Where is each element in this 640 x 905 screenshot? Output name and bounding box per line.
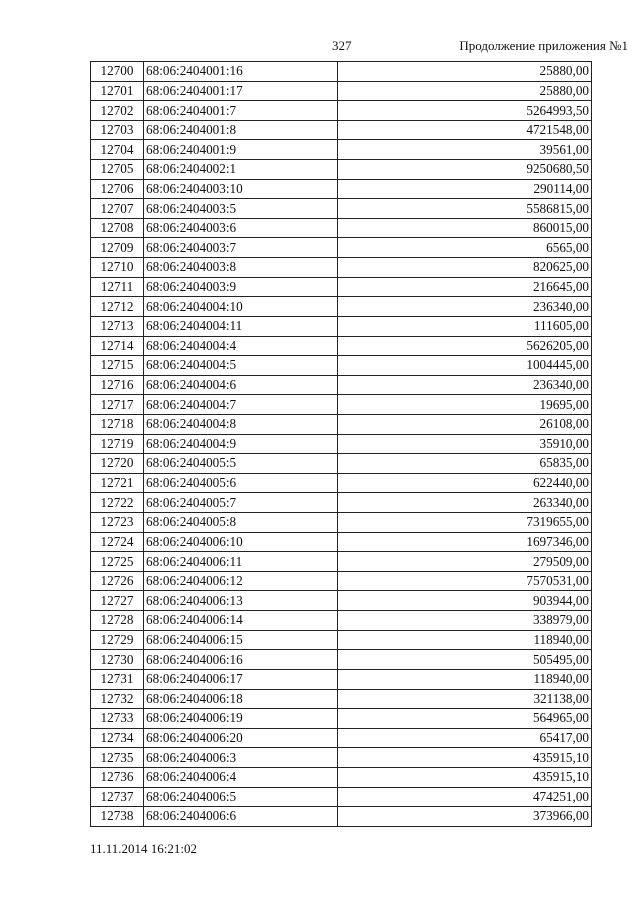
table-row <box>91 493 592 513</box>
row-number-cell: 12725 <box>91 552 144 572</box>
cadastral-number-cell: 68:06:2404003:10 <box>144 179 338 199</box>
cadastral-value-cell: 118940,00 <box>338 669 592 689</box>
cadastral-number-cell: 68:06:2404004:9 <box>144 434 338 454</box>
cadastral-number-cell: 68:06:2404005:5 <box>144 454 338 474</box>
cadastral-number-cell: 68:06:2404004:6 <box>144 375 338 395</box>
cadastral-value-cell: 435915,10 <box>338 748 592 768</box>
table-row <box>91 748 592 768</box>
page-number: 327 <box>332 38 352 53</box>
row-number-cell: 12736 <box>91 767 144 787</box>
row-number-cell: 12737 <box>91 787 144 807</box>
cadastral-number-cell: 68:06:2404002:1 <box>144 160 338 180</box>
cadastral-value-cell: 1004445,00 <box>338 356 592 376</box>
cadastral-number-cell: 68:06:2404006:17 <box>144 669 338 689</box>
cadastral-number-cell: 68:06:2404001:17 <box>144 81 338 101</box>
cadastral-number-cell: 68:06:2404006:16 <box>144 650 338 670</box>
table-row <box>91 807 592 827</box>
table-row <box>91 630 592 650</box>
cadastral-value-cell: 5264993,50 <box>338 101 592 121</box>
row-number-cell: 12710 <box>91 258 144 278</box>
cadastral-value-cell: 216645,00 <box>338 277 592 297</box>
row-number-cell: 12733 <box>91 709 144 729</box>
table-row <box>91 709 592 729</box>
table-row <box>91 258 592 278</box>
row-number-cell: 12709 <box>91 238 144 258</box>
cadastral-value-table <box>90 61 592 827</box>
cadastral-value-cell: 39561,00 <box>338 140 592 160</box>
cadastral-value-cell: 236340,00 <box>338 297 592 317</box>
row-number-cell: 12731 <box>91 669 144 689</box>
table-row <box>91 356 592 376</box>
table-row <box>91 454 592 474</box>
row-number-cell: 12713 <box>91 316 144 336</box>
row-number-cell: 12723 <box>91 513 144 533</box>
cadastral-number-cell: 68:06:2404001:16 <box>144 62 338 82</box>
cadastral-value-cell: 65417,00 <box>338 728 592 748</box>
cadastral-number-cell: 68:06:2404003:8 <box>144 258 338 278</box>
row-number-cell: 12715 <box>91 356 144 376</box>
row-number-cell: 12711 <box>91 277 144 297</box>
row-number-cell: 12730 <box>91 650 144 670</box>
table-row <box>91 414 592 434</box>
cadastral-number-cell: 68:06:2404006:5 <box>144 787 338 807</box>
table-row <box>91 473 592 493</box>
cadastral-value-cell: 236340,00 <box>338 375 592 395</box>
cadastral-value-cell: 321138,00 <box>338 689 592 709</box>
cadastral-number-cell: 68:06:2404005:7 <box>144 493 338 513</box>
row-number-cell: 12704 <box>91 140 144 160</box>
table-row <box>91 297 592 317</box>
row-number-cell: 12722 <box>91 493 144 513</box>
table-row <box>91 336 592 356</box>
row-number-cell: 12738 <box>91 807 144 827</box>
cadastral-number-cell: 68:06:2404005:6 <box>144 473 338 493</box>
cadastral-number-cell: 68:06:2404006:4 <box>144 767 338 787</box>
cadastral-value-cell: 7319655,00 <box>338 513 592 533</box>
cadastral-number-cell: 68:06:2404006:19 <box>144 709 338 729</box>
cadastral-value-cell: 26108,00 <box>338 414 592 434</box>
row-number-cell: 12716 <box>91 375 144 395</box>
cadastral-number-cell: 68:06:2404004:5 <box>144 356 338 376</box>
table-row <box>91 611 592 631</box>
table-row <box>91 140 592 160</box>
cadastral-value-cell: 263340,00 <box>338 493 592 513</box>
row-number-cell: 12700 <box>91 62 144 82</box>
table-row <box>91 787 592 807</box>
cadastral-value-cell: 1697346,00 <box>338 532 592 552</box>
table-row <box>91 199 592 219</box>
cadastral-number-cell: 68:06:2404006:10 <box>144 532 338 552</box>
row-number-cell: 12717 <box>91 395 144 415</box>
table-row <box>91 532 592 552</box>
table-row <box>91 101 592 121</box>
row-number-cell: 12734 <box>91 728 144 748</box>
cadastral-number-cell: 68:06:2404004:8 <box>144 414 338 434</box>
cadastral-value-cell: 622440,00 <box>338 473 592 493</box>
table-row <box>91 434 592 454</box>
cadastral-value-cell: 5626205,00 <box>338 336 592 356</box>
cadastral-value-cell: 279509,00 <box>338 552 592 572</box>
table-row <box>91 571 592 591</box>
cadastral-value-cell: 373966,00 <box>338 807 592 827</box>
table-row <box>91 375 592 395</box>
row-number-cell: 12724 <box>91 532 144 552</box>
row-number-cell: 12720 <box>91 454 144 474</box>
cadastral-value-cell: 25880,00 <box>338 62 592 82</box>
table-row <box>91 689 592 709</box>
cadastral-number-cell: 68:06:2404003:9 <box>144 277 338 297</box>
cadastral-number-cell: 68:06:2404003:6 <box>144 218 338 238</box>
footer-timestamp: 11.11.2014 16:21:02 <box>90 841 198 856</box>
row-number-cell: 12729 <box>91 630 144 650</box>
cadastral-value-cell: 820625,00 <box>338 258 592 278</box>
table-row <box>91 62 592 82</box>
row-number-cell: 12714 <box>91 336 144 356</box>
cadastral-number-cell: 68:06:2404006:18 <box>144 689 338 709</box>
cadastral-number-cell: 68:06:2404006:11 <box>144 552 338 572</box>
table-row <box>91 552 592 572</box>
cadastral-value-cell: 564965,00 <box>338 709 592 729</box>
cadastral-number-cell: 68:06:2404004:10 <box>144 297 338 317</box>
cadastral-number-cell: 68:06:2404004:11 <box>144 316 338 336</box>
row-number-cell: 12708 <box>91 218 144 238</box>
cadastral-value-cell: 860015,00 <box>338 218 592 238</box>
cadastral-value-cell: 7570531,00 <box>338 571 592 591</box>
cadastral-value-cell: 5586815,00 <box>338 199 592 219</box>
cadastral-value-cell: 474251,00 <box>338 787 592 807</box>
cadastral-number-cell: 68:06:2404001:8 <box>144 120 338 140</box>
row-number-cell: 12712 <box>91 297 144 317</box>
table-row <box>91 120 592 140</box>
table-row <box>91 591 592 611</box>
table-row <box>91 513 592 533</box>
cadastral-number-cell: 68:06:2404006:20 <box>144 728 338 748</box>
cadastral-number-cell: 68:06:2404006:14 <box>144 611 338 631</box>
table-row <box>91 179 592 199</box>
cadastral-number-cell: 68:06:2404001:7 <box>144 101 338 121</box>
row-number-cell: 12706 <box>91 179 144 199</box>
row-number-cell: 12721 <box>91 473 144 493</box>
cadastral-value-cell: 338979,00 <box>338 611 592 631</box>
row-number-cell: 12701 <box>91 81 144 101</box>
cadastral-value-cell: 111605,00 <box>338 316 592 336</box>
cadastral-number-cell: 68:06:2404003:7 <box>144 238 338 258</box>
table-row <box>91 669 592 689</box>
cadastral-value-cell: 9250680,50 <box>338 160 592 180</box>
row-number-cell: 12728 <box>91 611 144 631</box>
cadastral-number-cell: 68:06:2404004:4 <box>144 336 338 356</box>
table-row <box>91 81 592 101</box>
row-number-cell: 12732 <box>91 689 144 709</box>
row-number-cell: 12726 <box>91 571 144 591</box>
table-row <box>91 728 592 748</box>
page-caption: Продолжение приложения №1 <box>459 38 628 53</box>
row-number-cell: 12705 <box>91 160 144 180</box>
cadastral-value-cell: 4721548,00 <box>338 120 592 140</box>
row-number-cell: 12727 <box>91 591 144 611</box>
row-number-cell: 12719 <box>91 434 144 454</box>
table-row <box>91 767 592 787</box>
cadastral-number-cell: 68:06:2404006:15 <box>144 630 338 650</box>
table-row <box>91 218 592 238</box>
row-number-cell: 12735 <box>91 748 144 768</box>
cadastral-number-cell: 68:06:2404006:3 <box>144 748 338 768</box>
table-row <box>91 316 592 336</box>
cadastral-value-cell: 903944,00 <box>338 591 592 611</box>
table-body <box>91 62 592 827</box>
cadastral-value-cell: 505495,00 <box>338 650 592 670</box>
row-number-cell: 12707 <box>91 199 144 219</box>
cadastral-number-cell: 68:06:2404005:8 <box>144 513 338 533</box>
cadastral-value-cell: 435915,10 <box>338 767 592 787</box>
table-row <box>91 650 592 670</box>
cadastral-number-cell: 68:06:2404001:9 <box>144 140 338 160</box>
cadastral-number-cell: 68:06:2404004:7 <box>144 395 338 415</box>
cadastral-value-cell: 290114,00 <box>338 179 592 199</box>
cadastral-number-cell: 68:06:2404006:6 <box>144 807 338 827</box>
row-number-cell: 12702 <box>91 101 144 121</box>
cadastral-value-cell: 25880,00 <box>338 81 592 101</box>
cadastral-value-cell: 19695,00 <box>338 395 592 415</box>
table-row <box>91 277 592 297</box>
cadastral-number-cell: 68:06:2404006:13 <box>144 591 338 611</box>
table-row <box>91 160 592 180</box>
cadastral-value-cell: 118940,00 <box>338 630 592 650</box>
cadastral-number-cell: 68:06:2404003:5 <box>144 199 338 219</box>
cadastral-value-cell: 35910,00 <box>338 434 592 454</box>
row-number-cell: 12718 <box>91 414 144 434</box>
cadastral-value-cell: 6565,00 <box>338 238 592 258</box>
table-row <box>91 395 592 415</box>
cadastral-value-cell: 65835,00 <box>338 454 592 474</box>
cadastral-number-cell: 68:06:2404006:12 <box>144 571 338 591</box>
row-number-cell: 12703 <box>91 120 144 140</box>
table-row <box>91 238 592 258</box>
